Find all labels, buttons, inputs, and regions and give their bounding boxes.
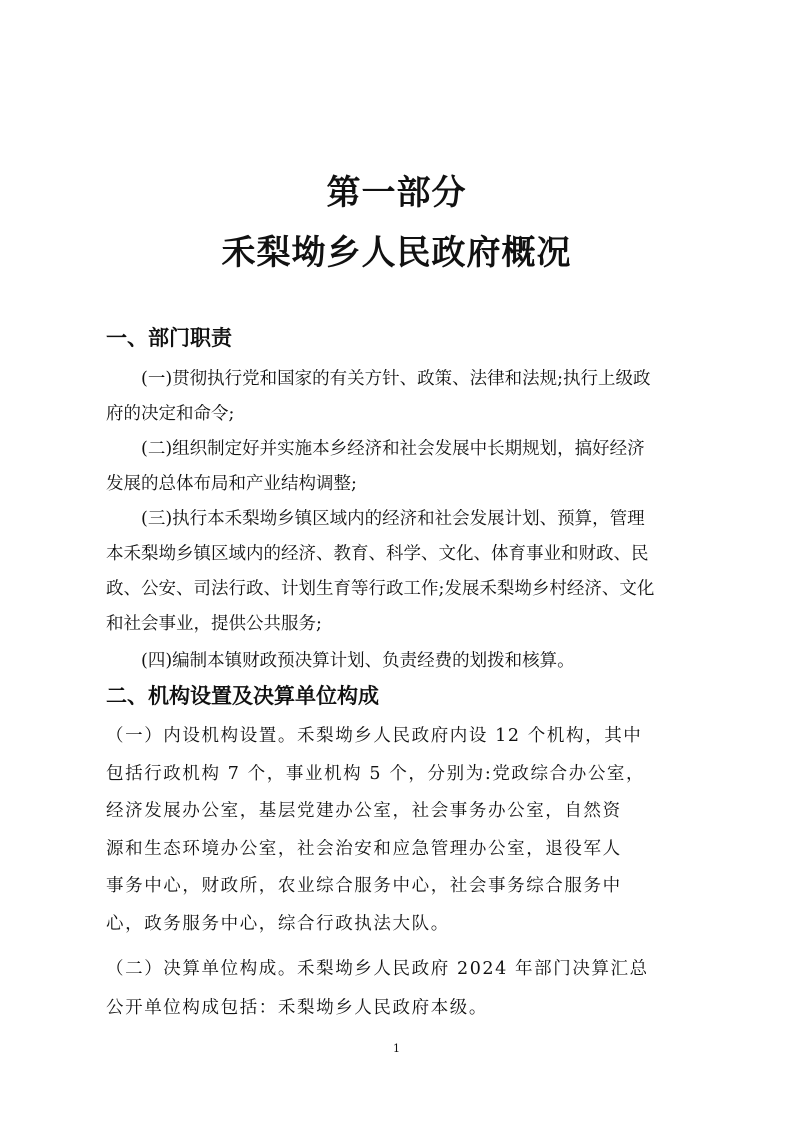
- paragraph-line: 公开单位构成包括：禾梨坳乡人民政府本级。: [106, 998, 488, 1018]
- page-number: 1: [393, 1042, 400, 1055]
- paragraph-line: 发展的总体布局和产业结构调整;: [106, 474, 357, 494]
- paragraph-line: 本禾梨坳乡镇区域内的经济、教育、科学、文化、体育事业和财政、民: [106, 544, 649, 564]
- paragraph-line: 政、公安、司法行政、计划生育等行政工作;发展禾梨坳乡村经济、文化: [106, 579, 655, 599]
- paragraph-line: 经济发展办公室，基层党建办公室，社会事务办公室，自然资: [106, 801, 622, 821]
- paragraph-line: 和社会事业，提供公共服务;: [106, 614, 322, 634]
- paragraph-line: 事务中心，财政所，农业综合服务中心，社会事务综合服务中: [106, 876, 622, 896]
- paragraph-line: （一）内设机构设置。禾梨坳乡人民政府内设 12 个机构，其中: [106, 726, 643, 746]
- page-title-org: 禾梨坳乡人民政府概况: [221, 233, 572, 273]
- paragraph-line: (二)组织制定好并实施本乡经济和社会发展中长期规划，搞好经济: [106, 439, 645, 459]
- paragraph-line: 府的决定和命令;: [106, 404, 235, 424]
- paragraph-line: (一)贯彻执行党和国家的有关方针、政策、法律和法规;执行上级政: [106, 369, 651, 389]
- paragraph-line: （二）决算单位构成。禾梨坳乡人民政府 2024 年部门决算汇总: [106, 959, 649, 979]
- section-heading-structure: 二、机构设置及决算单位构成: [106, 684, 379, 708]
- paragraph-line: 源和生态环境办公室，社会治安和应急管理办公室，退役军人: [106, 839, 622, 859]
- paragraph-line: (四)编制本镇财政预决算计划、负责经费的划拨和核算。: [106, 651, 575, 671]
- page-title-part: 第一部分: [326, 173, 467, 213]
- paragraph-line: 心，政务服务中心，综合行政执法大队。: [106, 914, 450, 934]
- paragraph-line: (三)执行本禾梨坳乡镇区域内的经济和社会发展计划、预算，管理: [106, 509, 645, 529]
- paragraph-line: 包括行政机构 7 个，事业机构 5 个，分别为:党政综合办公室，: [106, 764, 646, 784]
- section-heading-duties: 一、部门职责: [106, 326, 232, 350]
